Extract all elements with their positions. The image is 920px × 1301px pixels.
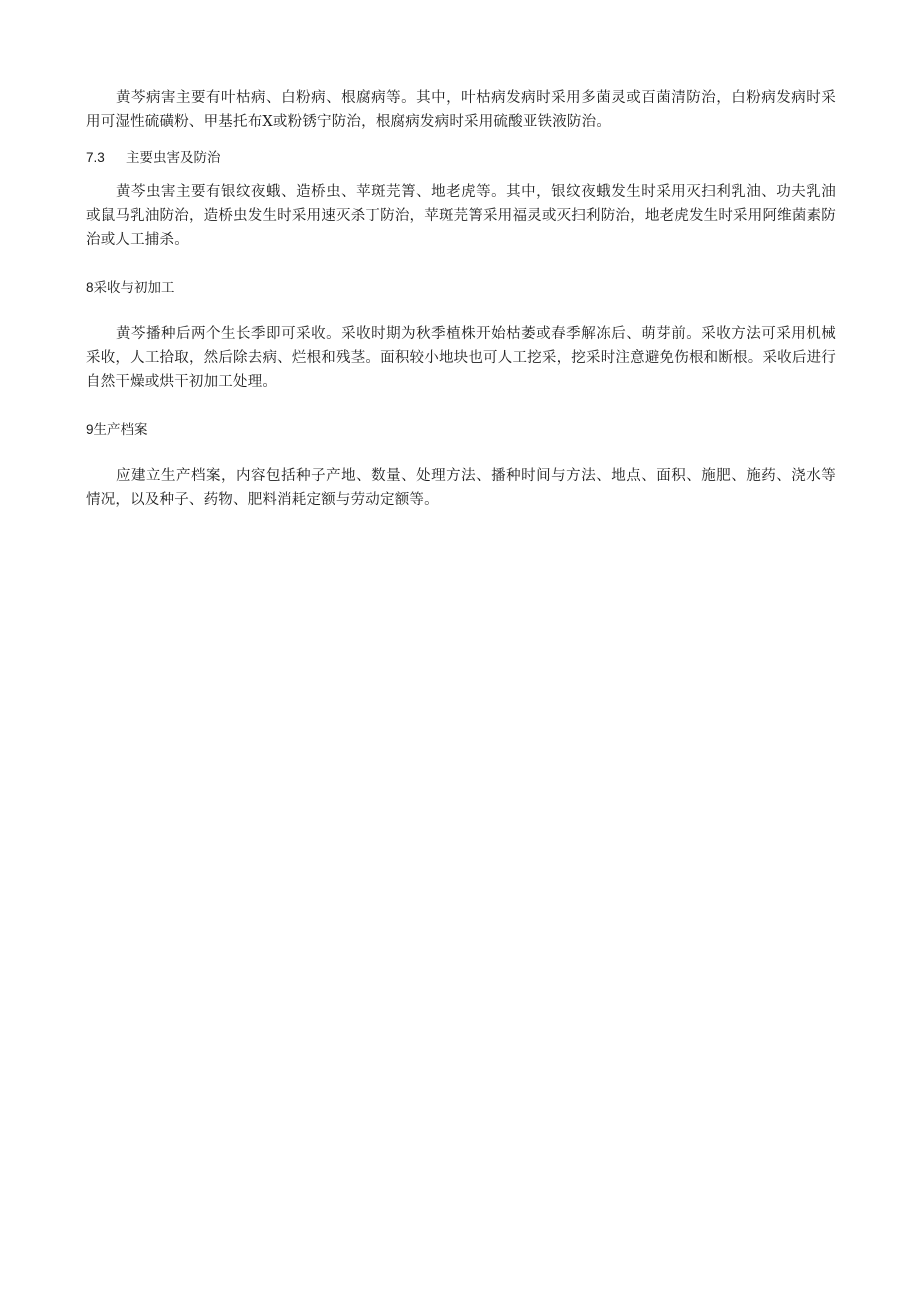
production-records-paragraph: 应建立生产档案，内容包括种子产地、数量、处理方法、播种时间与方法、地点、面积、施肥、施药、浇水等情况，以及种子、药物、肥料消耗定额与劳动定额等。 (86, 468, 836, 508)
document-content (86, 86, 836, 512)
section-9-number: 9 (86, 422, 94, 437)
harvest-paragraph: 黄芩播种后两个生长季即可采收。采收时期为秋季植株开始枯萎或春季解冻后、萌芽前。采收方法可采用机械采收，人工拾取，然后除去病、烂根和残茎。面积较小地块也可人工挖采，挖采时注意避免伤根和断根。采收后进行自然干燥或烘干初加工处理。 (86, 326, 836, 390)
section-7-3-title: 主要虫害及防治 (126, 150, 221, 165)
section-8-number: 8 (86, 280, 94, 295)
section-7-3-number: 7.3 (86, 150, 105, 165)
section-9-heading (86, 420, 836, 440)
section-9-title: 生产档案 (93, 422, 148, 437)
section-7-3-heading (86, 148, 836, 168)
disease-control-paragraph: 黄芩病害主要有叶枯病、白粉病、根腐病等。其中，叶枯病发病时采用多菌灵或百菌清防治，白粉病发病时采用可湿性硫磺粉、甲基托布X或粉锈宁防治，根腐病发病时采用硫酸亚铁液防治。 (86, 90, 836, 130)
section-8-title: 采收与初加工 (93, 280, 175, 295)
pest-control-paragraph: 黄芩虫害主要有银纹夜蛾、造桥虫、苹斑芫箐、地老虎等。其中，银纹夜蛾发生时采用灭扫利乳油、功夫乳油或鼠马乳油防治，造桥虫发生时采用速灭杀丁防治，苹斑芫箐采用福灵或灭扫利防治，地老虎发生时采用阿维菌素防治或人工捕杀。 (86, 184, 836, 248)
section-8-heading (86, 278, 836, 298)
